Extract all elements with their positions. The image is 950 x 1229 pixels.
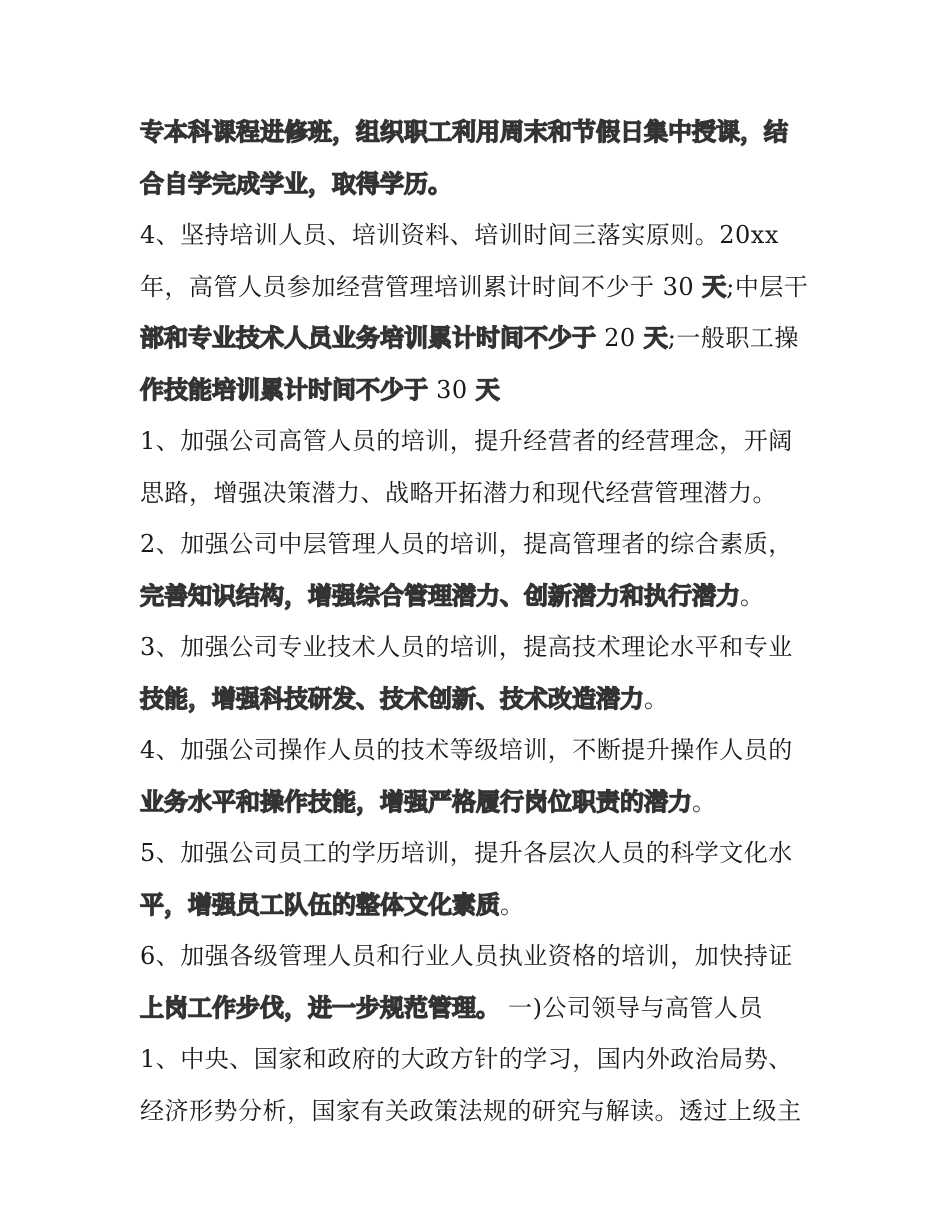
text-line: [140, 370, 820, 410]
text-segment: 一)公司领导与高管人员: [500, 993, 763, 1022]
outlined-text-segment: 天: [475, 375, 500, 404]
text-line: [140, 524, 820, 564]
text-segment: 3、加强公司专业技术人员的培训，提高技术理论水平和专业: [140, 633, 793, 661]
text-segment: 1、中央、国家和政府的大政方针的学习，国内外政治局势、: [140, 1045, 793, 1073]
text-segment: 4、坚持培训人员、培训资料、培训时间三落实原则。20xx: [140, 221, 779, 249]
text-segment: 20: [596, 324, 644, 352]
text-segment: 思路，增强决策潜力、战略开拓潜力和现代经营管理潜力。: [140, 478, 777, 507]
text-segment: 经济形势分析，国家有关政策法规的研究与解读。透过上级主: [140, 1096, 802, 1125]
outlined-text-segment: 合自学完成学业，取得学历。: [140, 169, 452, 198]
text-segment: 。: [740, 581, 765, 610]
text-line: [140, 215, 820, 255]
text-line: [140, 1039, 820, 1079]
outlined-text-segment: 平，增强员工队伍的整体文化素质: [140, 890, 500, 919]
text-segment: ;一般职工操: [667, 324, 799, 352]
outlined-text-segment: 天: [643, 324, 668, 352]
text-segment: 。: [500, 890, 525, 919]
text-line: [140, 1091, 820, 1131]
text-segment: 。: [644, 684, 669, 713]
text-segment: 年，高管人员参加经营管理培训累计时间不少于 30: [140, 272, 703, 301]
outlined-text-segment: 技能，增强科技研发、技术创新、技术改造潜力: [140, 684, 644, 713]
text-segment: 1、加强公司高管人员的培训，提升经营者的经营理念，开阔: [140, 427, 793, 455]
outlined-text-segment: 业务水平和操作技能，增强严格履行岗位职责的潜力: [140, 787, 692, 816]
outlined-text-segment: 作技能培训累计时间不少于: [140, 375, 428, 404]
text-segment: 。: [692, 787, 717, 816]
text-line: [140, 988, 820, 1028]
text-line: [140, 936, 820, 976]
outlined-text-segment: 天: [702, 272, 727, 301]
text-segment: ;中层干: [726, 272, 809, 301]
text-segment: 6、加强各级管理人员和行业人员执业资格的培训，加快持证: [140, 942, 793, 970]
text-line: [140, 473, 820, 513]
outlined-text-segment: 完善知识结构，增强综合管理潜力、创新潜力和执行潜力: [140, 581, 740, 610]
text-line: [140, 730, 820, 770]
outlined-text-segment: 专本科课程进修班，组织职工利用周末和节假日集中授课，结: [140, 118, 788, 146]
text-line: [140, 833, 820, 873]
text-line: [140, 627, 820, 667]
text-segment: 5、加强公司员工的学历培训，提升各层次人员的科学文化水: [140, 839, 793, 867]
text-line: [140, 267, 820, 307]
text-segment: 2、加强公司中层管理人员的培训，提高管理者的综合素质，: [140, 530, 793, 558]
text-segment: 4、加强公司操作人员的技术等级培训，不断提升操作人员的: [140, 736, 793, 764]
text-line: [140, 421, 820, 461]
text-segment: 30: [428, 375, 476, 404]
text-line: [140, 576, 820, 616]
outlined-text-segment: 部和专业技术人员业务培训累计时间不少于: [140, 324, 596, 352]
text-line: [140, 782, 820, 822]
text-line: [140, 164, 820, 204]
outlined-text-segment: 上岗工作步伐，进一步规范管理。: [140, 993, 500, 1022]
text-line: [140, 885, 820, 925]
text-line: [140, 318, 820, 358]
text-line: [140, 679, 820, 719]
text-line: [140, 112, 820, 152]
